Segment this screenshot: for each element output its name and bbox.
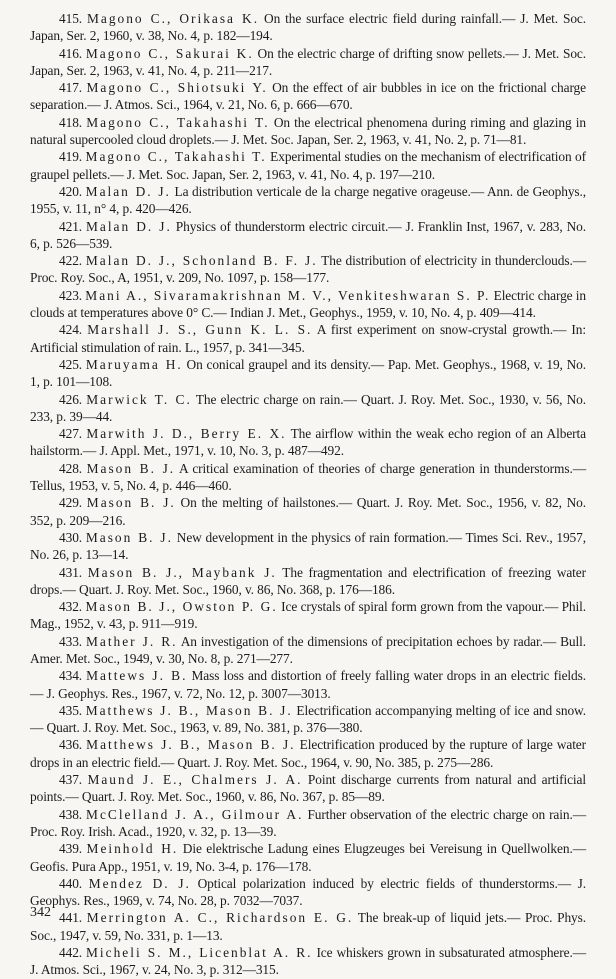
reference-text: On the melting of hailstones.— Quart. J. Roy. Met. Soc., 1956, v. 82, No. 352, p. 209—216. <box>30 495 586 528</box>
reference-number: 420. <box>59 183 83 199</box>
reference-authors: Mattews J. B. <box>86 668 188 684</box>
reference-authors: Magono C., Takahashi T. <box>86 114 270 130</box>
reference-text: Point discharge currents from natural and artificial points.— Quart. J. Roy. Met. Soc., 1960, v. 86, No. 367, p. 85—89. <box>30 772 587 805</box>
reference-entry <box>30 425 586 460</box>
reference-number: 436. <box>59 737 83 753</box>
reference-authors: Matthews J. B., Mason B. J. <box>85 702 293 718</box>
reference-entry <box>30 529 586 564</box>
reference-entry <box>30 356 586 391</box>
reference-text: Mass loss and distortion of freely falling water drops in an electric fields.— J. Geophys. Res., 1967, v. 72, No. 12, p. 3007—3013. <box>30 668 586 701</box>
reference-entry <box>30 218 586 253</box>
reference-number: 416. <box>59 45 83 61</box>
reference-entry <box>30 252 586 287</box>
reference-authors: Marwith J. D., Berry E. X. <box>86 426 287 442</box>
reference-authors: Mather J. R. <box>85 633 178 649</box>
reference-authors: Micheli S. M., Licenblat A. R. <box>86 945 313 961</box>
reference-number: 426. <box>59 391 83 407</box>
reference-authors: Malan D. J., Schonland B. F. J. <box>85 253 318 269</box>
reference-authors: Mason B. J. <box>86 495 176 511</box>
reference-authors: Marshall J. S., Gunn K. L. S. <box>87 322 313 338</box>
reference-number: 439. <box>59 841 83 857</box>
reference-text: On the electrical phenomena during riming and glazing in natural supercooled cloud droplets.— J. Met. Soc. Japan, Ser. 2, 1963, v. 41, No. 2, p. 71—81. <box>30 114 587 148</box>
reference-authors: Mendez D. J. <box>88 875 191 891</box>
reference-entry <box>30 875 586 910</box>
reference-text: Optical polarization induced by electric fields of thunderstorms.— J. Geophys. Res., 1969, v. 74, No. 28, p. 7032—7037. <box>30 875 586 909</box>
reference-number: 437. <box>59 772 83 788</box>
reference-entry <box>30 667 586 702</box>
reference-authors: Mason B. J. <box>86 460 176 476</box>
reference-entry <box>30 10 586 45</box>
reference-entry <box>30 114 586 149</box>
reference-number: 430. <box>59 529 83 545</box>
reference-number: 421. <box>59 218 83 234</box>
reference-text: On the effect of air bubbles in ice on the frictional charge separation.— J. Atmos. Sci., 1964, v. 21, No. 6, p. 666—670. <box>30 80 586 113</box>
reference-text: The airflow within the weak echo region of an Alberta hailstorm.— J. Appl. Met., 1971, v. 10, No. 3, p. 487—492. <box>30 426 586 459</box>
reference-entry <box>30 391 586 426</box>
reference-number: 442. <box>59 945 83 961</box>
reference-number: 441. <box>59 910 83 926</box>
reference-text: Electric charge in clouds at temperatures above 0° C.— Indian J. Met., Geophys., 1959, v. 10, No. 4, p. 409—414. <box>30 287 586 321</box>
reference-number: 429. <box>59 495 83 511</box>
reference-text: The electric charge on rain.— Quart. J. Roy. Met. Soc., 1930, v. 56, No. 233, p. 39—44. <box>30 391 586 424</box>
reference-text: Experimental studies on the mechanism of electrification of graupel pellets.— J. Met. Soc. Japan, Ser. 2, 1963, v. 41, No. 4, p. 197—210. <box>30 149 586 182</box>
reference-text: Ice whiskers grown in subsaturated atmosphere.— J. Atmos. Sci., 1967, v. 24, No. 3, p. 312—315. <box>30 945 587 978</box>
reference-authors: Mason B. J., Maybank J. <box>87 564 277 580</box>
reference-authors: Malan D. J. <box>85 218 172 234</box>
reference-authors: Maund J. E., Chalmers J. A. <box>87 772 303 788</box>
reference-number: 427. <box>59 426 83 442</box>
reference-entry <box>30 598 586 633</box>
reference-authors: Matthews J. B., Mason B. J. <box>86 737 296 753</box>
reference-text: An investigation of the dimensions of precipitation echoes by radar.— Bull. Amer. Met. Soc., 1949, v. 30, No. 8, p. 271—277. <box>30 633 586 666</box>
reference-text: On the electric charge of drifting snow pellets.— J. Met. Soc. Japan, Ser. 2, 1963, v. 41, No. 4, p. 211—217. <box>30 45 587 78</box>
reference-text: A critical examination of theories of charge generation in thunderstorms.— Tellus, 1953, v. 5, No. 4, p. 446—460. <box>30 460 586 494</box>
reference-number: 418. <box>59 114 83 130</box>
reference-number: 440. <box>59 875 83 891</box>
reference-authors: Meinhold H. <box>86 841 179 857</box>
reference-entry <box>30 321 586 356</box>
reference-authors: Malan D. J. <box>85 183 171 199</box>
reference-number: 438. <box>59 806 83 822</box>
reference-text: Electrification accompanying melting of ice and snow.— Quart. J. Roy. Met. Soc., 1963, v. 89, No. 381, p. 376—380. <box>30 702 587 736</box>
reference-authors: Maruyama H. <box>85 356 183 372</box>
page-number: 342 <box>30 905 51 920</box>
reference-authors: Merrington A. C., Richardson E. G. <box>86 910 354 926</box>
reference-number: 423. <box>59 287 83 303</box>
reference-entry <box>30 287 586 322</box>
reference-text: La distribution verticale de la charge negative orageuse.— Ann. de Geophys., 1955, v. 11, n° 4, p. 420—426. <box>30 183 587 217</box>
reference-number: 417. <box>59 80 83 96</box>
reference-text: Ice crystals of spiral form grown from the vapour.— Phil. Mag., 1952, v. 43, p. 911—919. <box>30 599 586 632</box>
reference-number: 435. <box>59 702 83 718</box>
reference-authors: Mason B. J. <box>85 529 173 545</box>
reference-number: 424. <box>59 322 83 338</box>
reference-entry <box>30 909 586 944</box>
reference-number: 419. <box>59 149 83 165</box>
reference-entry <box>30 148 586 183</box>
reference-number: 432. <box>59 599 83 615</box>
reference-text: New development in the physics of rain formation.— Times Sci. Rev., 1957, No. 26, p. 13—14. <box>30 529 587 563</box>
reference-text: The fragmentation and electrification of freezing water drops.— Quart. J. Roy. Met. Soc., 1960, v. 86, No. 368, p. 176—186. <box>30 564 586 597</box>
reference-entry <box>30 564 586 599</box>
reference-entry <box>30 183 586 218</box>
reference-entry <box>30 494 586 529</box>
reference-entry <box>30 702 586 737</box>
reference-entry <box>30 736 586 771</box>
reference-text: On conical graupel and its density.— Pap. Met. Geophys., 1968, v. 19, No. 1, p. 101—108. <box>30 356 587 390</box>
reference-text: Physics of thunderstorm electric circuit.— J. Franklin Inst, 1967, v. 283, No. 6, p. 526—539. <box>30 218 586 251</box>
reference-text: The break-up of liquid jets.— Proc. Phys. Soc., 1947, v. 59, No. 331, p. 1—13. <box>30 910 586 943</box>
reference-entry <box>30 79 586 114</box>
reference-authors: McClelland J. A., Gilmour A. <box>86 806 304 822</box>
reference-text: Electrification produced by the rupture of large water drops in an electric field.— Quart. J. Roy. Met. Soc., 1964, v. 90, No. 385, p. 275—286. <box>30 737 587 770</box>
reference-entry <box>30 633 586 668</box>
reference-authors: Magono C., Sakurai K. <box>85 45 254 61</box>
reference-entry <box>30 771 586 806</box>
reference-list <box>30 10 586 979</box>
reference-entry <box>30 45 586 80</box>
reference-text: The distribution of electricity in thunderclouds.— Proc. Roy. Soc., A, 1951, v. 209, No. 1097, p. 158—177. <box>30 253 587 286</box>
reference-entry <box>30 460 586 495</box>
reference-text: A first experiment on snow-crystal growth.— In: Artificial stimulation of rain. L., 1957, p. 341—345. <box>30 322 587 355</box>
reference-authors: Mason B. J., Owston P. G. <box>85 599 278 615</box>
reference-number: 434. <box>59 668 83 684</box>
reference-entry <box>30 806 586 841</box>
reference-text: Die elektrische Ladung eines Elugzeuges bei Vereisung in Quellwolken.— Geofis. Pura App., 1951, v. 19, No. 3-4, p. 176—178. <box>30 841 587 874</box>
reference-number: 431. <box>59 564 83 580</box>
reference-authors: Magono C., Shiotsuki Y. <box>86 80 268 96</box>
reference-number: 415. <box>59 11 83 26</box>
reference-number: 428. <box>59 460 83 476</box>
reference-text: On the surface electric field during rainfall.— J. Met. Soc. Japan, Ser. 2, 1960, v. 38, No. 4, p. 182—194. <box>30 11 587 44</box>
reference-authors: Magono C., Orikasa K. <box>87 11 260 26</box>
reference-authors: Magono C., Takahashi T. <box>85 149 267 165</box>
reference-entry <box>30 944 586 979</box>
reference-entry <box>30 840 586 875</box>
reference-number: 422. <box>59 253 83 269</box>
reference-number: 433. <box>59 633 83 649</box>
reference-authors: Mani A., Sivaramakrishnan M. V., Venkiteshwaran S. P. <box>85 287 491 303</box>
reference-authors: Marwick T. C. <box>86 391 192 407</box>
reference-number: 425. <box>59 356 83 372</box>
reference-text: Further observation of the electric charge on rain.— Proc. Roy. Irish. Acad., 1920, v. 32, p. 13—39. <box>30 806 587 839</box>
